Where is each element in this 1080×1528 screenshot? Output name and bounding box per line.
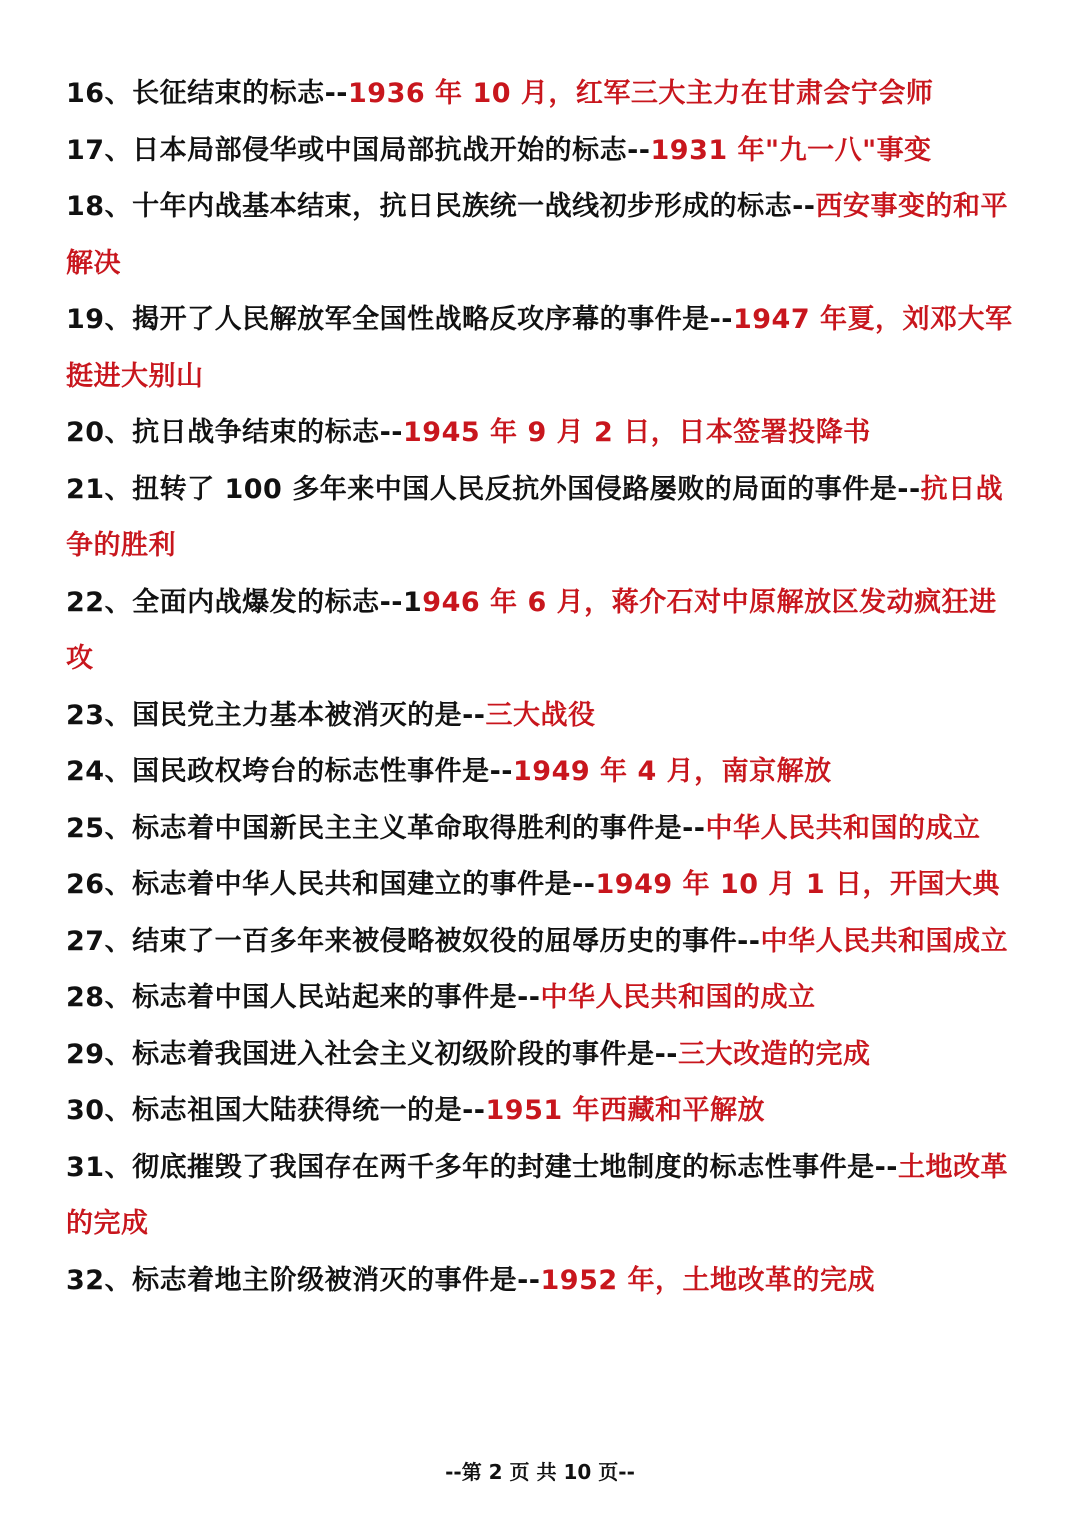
list-item bbox=[66, 688, 1016, 745]
list-item bbox=[66, 801, 1016, 858]
list-item bbox=[66, 123, 1016, 180]
item-answer: 中华人民共和国的成立 bbox=[540, 982, 816, 1013]
item-answer: 中华人民共和国的成立 bbox=[705, 812, 981, 844]
item-question: 25、标志着中国新民主主义革命取得胜利的事件是-- bbox=[66, 812, 706, 844]
list-item bbox=[66, 1027, 1016, 1084]
item-answer: 抗日战争的胜利 bbox=[66, 473, 1004, 561]
item-question: 19、揭开了人民解放军全国性战略反攻序幕的事件是-- bbox=[66, 304, 733, 335]
item-answer: 三大战役 bbox=[485, 699, 596, 731]
item-question: 20、抗日战争结束的标志-- bbox=[66, 417, 403, 448]
item-answer: 1949 年 4 月，南京解放 bbox=[513, 756, 832, 787]
item-question: 31、彻底摧毁了我国存在两千多年的封建士地制度的标志性事件是-- bbox=[66, 1151, 898, 1183]
list-item bbox=[66, 1253, 1016, 1310]
item-answer: 1945 年 9 月 2 日，日本签署投降书 bbox=[403, 417, 871, 448]
list-item bbox=[66, 66, 1016, 123]
item-question: 17、日本局部侵华或中国局部抗战开始的标志-- bbox=[66, 134, 651, 166]
list-item bbox=[66, 462, 1016, 575]
item-question: 32、标志着地主阶级被消灭的事件是-- bbox=[66, 1264, 541, 1296]
list-item bbox=[66, 405, 1016, 462]
item-question: 21、扭转了 100 多年来中国人民反抗外国侵路屡败的局面的事件是-- bbox=[66, 473, 921, 505]
list-item bbox=[66, 970, 1016, 1027]
list-item bbox=[66, 292, 1016, 405]
item-answer: 三大改造的完成 bbox=[678, 1038, 871, 1070]
item-answer: 1951 年西藏和平解放 bbox=[485, 1095, 766, 1126]
item-answer: 1931 年"九一八"事变 bbox=[650, 134, 932, 166]
list-item bbox=[66, 1140, 1016, 1253]
list-item bbox=[66, 857, 1016, 914]
item-answer: 946 年 6 月，蒋介石对中原解放区发动疯狂进攻 bbox=[66, 586, 997, 674]
item-question: 27、结束了一百多年来被侵略被奴役的屈辱历史的事件-- bbox=[66, 925, 761, 957]
item-question: 16、长征结束的标志-- bbox=[66, 78, 348, 109]
page-footer: --第 2 页 共 10 页-- bbox=[445, 1460, 635, 1484]
item-question: 23、国民党主力基本被消灭的是-- bbox=[66, 699, 486, 731]
item-question: 28、标志着中国人民站起来的事件是-- bbox=[66, 982, 541, 1013]
item-answer: 1936 年 10 月，红军三大主力在甘肃会宁会师 bbox=[348, 78, 934, 109]
item-question: 26、标志着中华人民共和国建立的事件是-- bbox=[66, 869, 596, 900]
item-answer: 西安事变的和平解决 bbox=[66, 191, 1008, 279]
item-question: 29、标志着我国进入社会主义初级阶段的事件是-- bbox=[66, 1038, 678, 1070]
item-question: 30、标志祖国大陆获得统一的是-- bbox=[66, 1095, 486, 1126]
list-item bbox=[66, 914, 1016, 971]
document-body bbox=[66, 66, 1016, 1309]
item-question: 24、国民政权垮台的标志性事件是-- bbox=[66, 756, 513, 787]
item-answer: 1947 年夏，刘邓大军挺进大别山 bbox=[66, 304, 1013, 392]
list-item bbox=[66, 575, 1016, 688]
item-question: 18、十年内战基本结束，抗日民族统一战线初步形成的标志-- bbox=[66, 191, 816, 222]
list-item bbox=[66, 179, 1016, 292]
item-question: 22、全面内战爆发的标志--1 bbox=[66, 586, 423, 618]
list-item bbox=[66, 1083, 1016, 1140]
item-answer: 1952 年，土地改革的完成 bbox=[540, 1264, 876, 1296]
item-answer: 土地改革的完成 bbox=[66, 1151, 1008, 1239]
item-answer: 中华人民共和国成立 bbox=[760, 925, 1008, 957]
item-answer: 1949 年 10 月 1 日，开国大典 bbox=[595, 869, 1001, 900]
list-item bbox=[66, 744, 1016, 801]
